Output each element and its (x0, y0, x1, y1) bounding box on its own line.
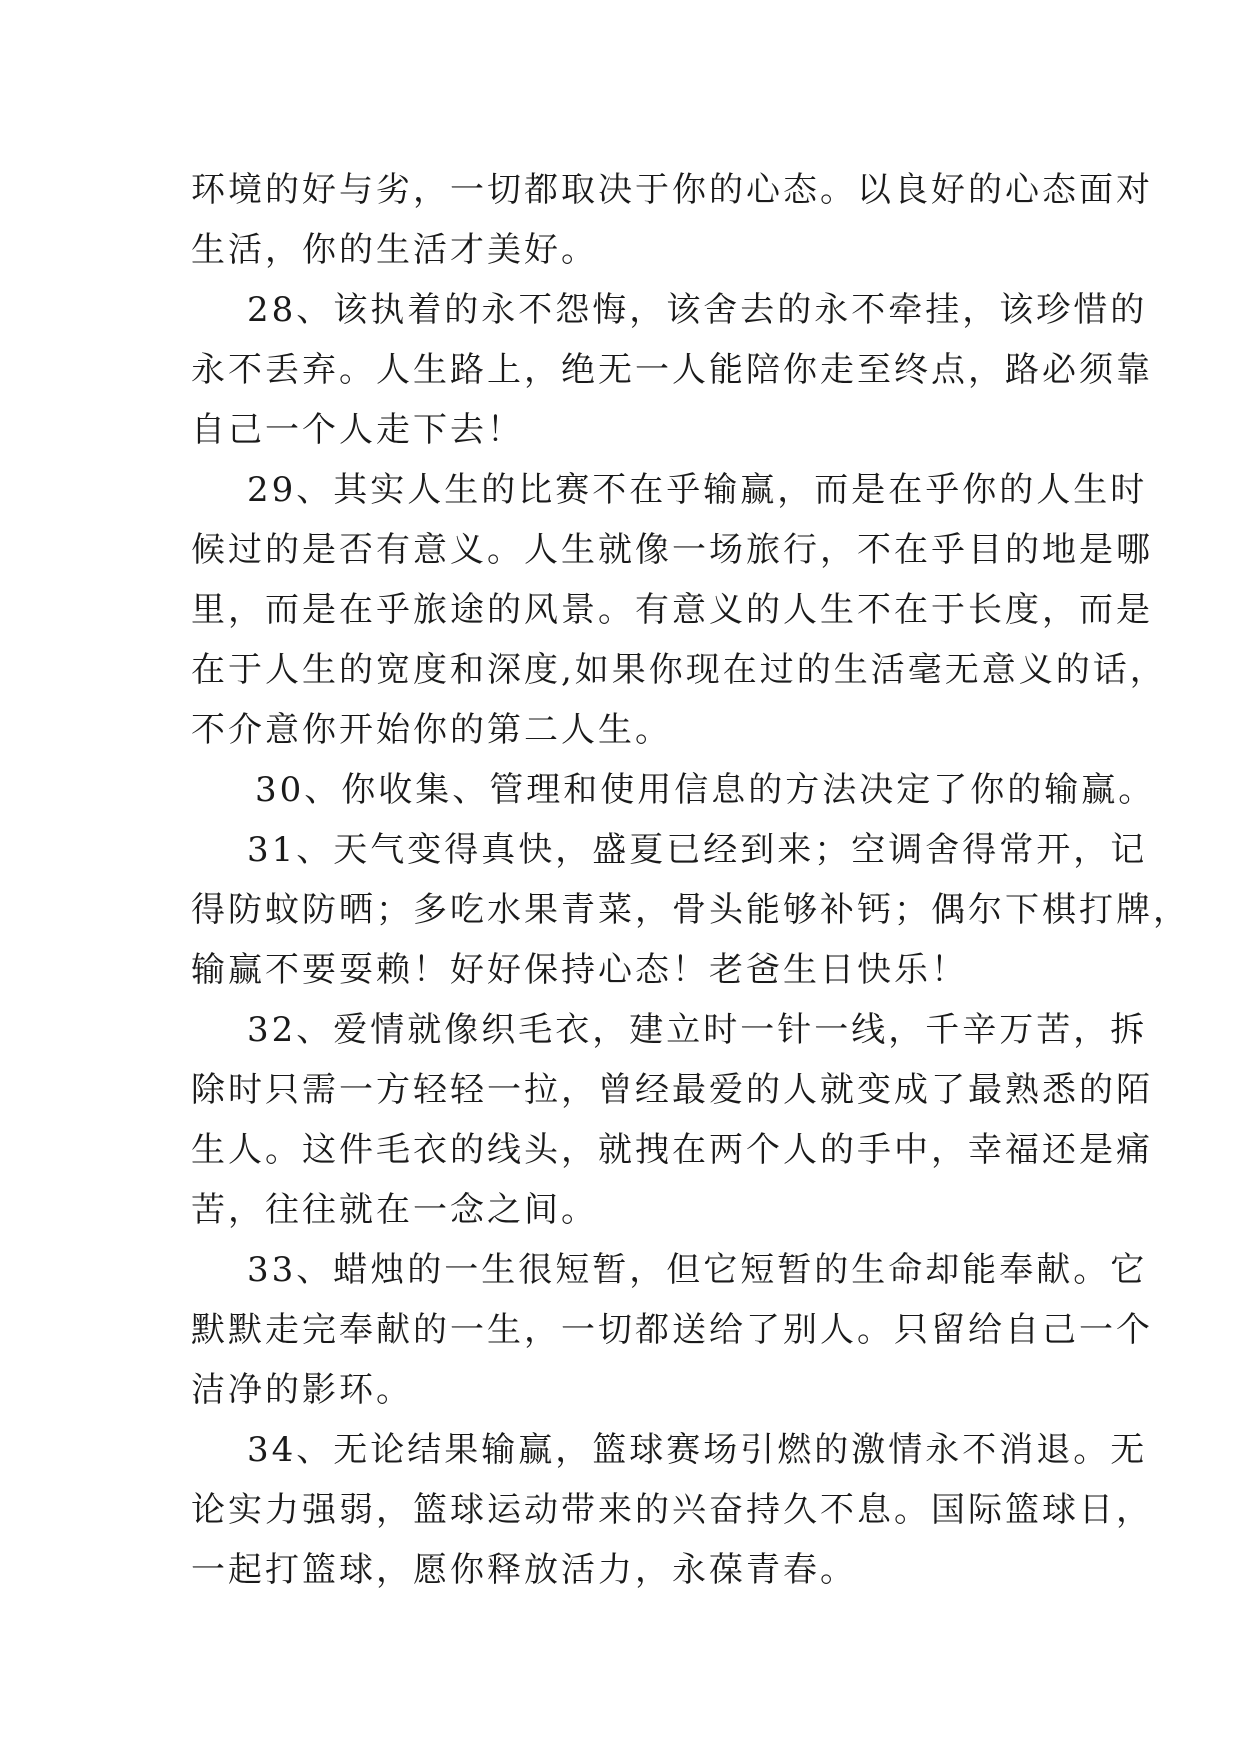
text-line: 生人。这件毛衣的线头，就拽在两个人的手中，幸福还是痛 (191, 1130, 1153, 1170)
paragraph-32-start: 32、爱情就像织毛衣，建立时一针一线，千辛万苦，拆 (247, 1010, 1148, 1050)
text-line: 论实力强弱，篮球运动带来的兴奋持久不息。国际篮球日， (191, 1490, 1153, 1530)
text-line: 永不丢弃。人生路上，绝无一人能陪你走至终点，路必须靠 (191, 350, 1153, 390)
text-line: 除时只需一方轻轻一拉，曾经最爱的人就变成了最熟悉的陌 (191, 1070, 1153, 1110)
text-line: 不介意你开始你的第二人生。 (191, 710, 672, 750)
text-line: 默默走完奉献的一生，一切都送给了别人。只留给自己一个 (191, 1310, 1153, 1350)
text-line: 苦，往往就在一念之间。 (191, 1190, 598, 1230)
paragraph-30: 30、你收集、管理和使用信息的方法决定了你的输赢。 (255, 770, 1156, 810)
text-line: 生活，你的生活才美好。 (191, 230, 598, 270)
text-line: 输赢不要耍赖！好好保持心态！老爸生日快乐！ (191, 950, 968, 990)
text-line: 自己一个人走下去！ (191, 410, 524, 450)
paragraph-28-start: 28、该执着的永不怨悔，该舍去的永不牵挂，该珍惜的 (247, 290, 1148, 330)
text-line: 在于人生的宽度和深度,如果你现在过的生活毫无意义的话， (191, 650, 1167, 690)
paragraph-33-start: 33、蜡烛的一生很短暂，但它短暂的生命却能奉献。它 (247, 1250, 1148, 1290)
text-line: 候过的是否有意义。人生就像一场旅行，不在乎目的地是哪 (191, 530, 1153, 570)
paragraph-34-start: 34、无论结果输赢，篮球赛场引燃的激情永不消退。无 (247, 1430, 1148, 1470)
paragraph-31-start: 31、天气变得真快，盛夏已经到来；空调舍得常开，记 (247, 830, 1148, 870)
text-line: 洁净的影环。 (191, 1370, 413, 1410)
paragraph-29-start: 29、其实人生的比赛不在乎输赢，而是在乎你的人生时 (247, 470, 1148, 510)
body-text (191, 160, 1190, 1600)
text-line: 一起打篮球，愿你释放活力，永葆青春。 (191, 1550, 857, 1590)
text-line: 环境的好与劣，一切都取决于你的心态。以良好的心态面对 (191, 170, 1153, 210)
text-line: 里，而是在乎旅途的风景。有意义的人生不在于长度，而是 (191, 590, 1153, 630)
text-line: 得防蚊防晒；多吃水果青菜，骨头能够补钙；偶尔下棋打牌， (191, 890, 1190, 930)
